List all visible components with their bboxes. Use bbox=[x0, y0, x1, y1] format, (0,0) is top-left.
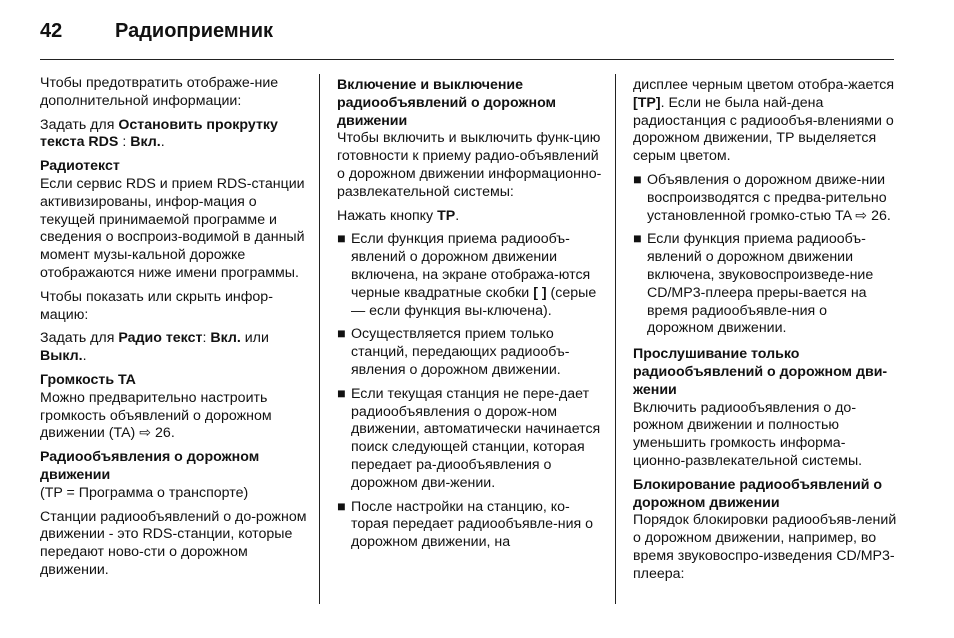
paragraph: Можно предварительно настроить громкость объявлений о дорожном движении (TA) ⇨ 26. bbox=[40, 389, 272, 442]
paragraph: Чтобы включить и выключить функ-цию готовности к приему радио-объявлений о дорожном движении информационно-развлекательной системы: bbox=[337, 130, 602, 200]
section-heading: Радиотекст bbox=[40, 158, 120, 175]
paragraph: Чтобы предотвратить отображе-ние дополнительной информации: bbox=[40, 75, 279, 109]
section-heading: Прослушивание только радиообъявлений о дорожном дви-жении bbox=[633, 346, 888, 398]
paragraph: Включить радиообъявления о до-рожном движении и полностью уменьшить громкость информа-ционно-развлекательной системы. bbox=[633, 399, 863, 469]
section-heading: Блокирование радиообъявлений о дорожном движении bbox=[633, 476, 883, 511]
section-heading: Громкость TA bbox=[40, 371, 136, 388]
bullet-square-icon: ■ bbox=[337, 498, 346, 515]
list-item: ■ Если функция приема радиообъ-явлений о дорожном движении включена, на экране отобража-ются черные квадратные скобки [ ] (серые — если функция вы-ключена). bbox=[337, 231, 597, 319]
page-title: Радиоприемник bbox=[115, 20, 274, 42]
list-item: ■ После настройки на станцию, ко-торая передает радиообъявле-ния о дорожном движении, на bbox=[337, 498, 594, 551]
header-divider bbox=[40, 59, 894, 60]
bullet-list bbox=[633, 172, 897, 338]
column-2 bbox=[337, 77, 605, 558]
paragraph: Станции радиообъявлений о до-рожном движении - это RDS-станции, которые передают ново-сти о дорожном движении. bbox=[40, 508, 307, 578]
page-number: 42 bbox=[40, 20, 63, 42]
list-item: ■ Объявления о дорожном движе-нии воспроизводятся с предва-рительно установленной громко-стью TA ⇨ 26. bbox=[633, 171, 891, 224]
column-divider-1 bbox=[319, 74, 320, 604]
paragraph: Задать для Остановить прокрутку текста RDS : Вкл.. bbox=[40, 116, 278, 151]
section-heading: Включение и выключение радиообъявлений о дорожном движении bbox=[337, 77, 557, 129]
bullet-list bbox=[337, 231, 605, 552]
bullet-square-icon: ■ bbox=[633, 231, 642, 248]
paragraph: Порядок блокировки радиообъяв-лений о дорожном движении, например, во время звуковоспро-изведения CD/MP3-плеера: bbox=[633, 512, 897, 582]
list-item: ■ Если текущая станция не пере-дает радиообъявления о дорож-ном движении, автоматически начинается поиск следующей станции, которая передает ра-диообъявления о дорожном дви-жении. bbox=[337, 385, 601, 491]
column-1 bbox=[40, 75, 308, 586]
list-item: ■ Осуществляется прием только станций, передающих радиообъ-явления о дорожном движении. bbox=[337, 326, 570, 378]
column-3 bbox=[633, 77, 897, 590]
list-item: ■ Если функция приема радиообъ-явлений о дорожном движении включена, звуковоспроизведе-ние CD/MP3-плеера преры-вается на время радиообъявле-ния о дорожном движении. bbox=[633, 231, 874, 337]
paragraph: (TP = Программа о транспорте) bbox=[40, 484, 249, 501]
paragraph: Чтобы показать или скрыть инфор-мацию: bbox=[40, 288, 273, 323]
bullet-square-icon: ■ bbox=[337, 385, 346, 402]
paragraph: Задать для Радио текст: Вкл. или Выкл.. bbox=[40, 330, 269, 365]
paragraph: Нажать кнопку TP. bbox=[337, 207, 460, 224]
column-divider-2 bbox=[615, 74, 616, 604]
paragraph: Если сервис RDS и прием RDS-станции активизированы, инфор-мация о текущей принимаемой программе и сведения о воспроиз-водимой в данный момент музы-кальной дорожке отображаются ниже имени программы. bbox=[40, 175, 305, 281]
bullet-square-icon: ■ bbox=[337, 326, 346, 343]
bullet-square-icon: ■ bbox=[633, 171, 642, 188]
section-heading: Радиообъявления о дорожном движении bbox=[40, 449, 260, 483]
bullet-square-icon: ■ bbox=[337, 231, 346, 248]
paragraph: дисплее черным цветом отобра-жается [TP]. Если не была най-дена радиостанция с радиообъя-влениями о дорожном движении, TP выделяется серым цветом. bbox=[633, 77, 895, 165]
